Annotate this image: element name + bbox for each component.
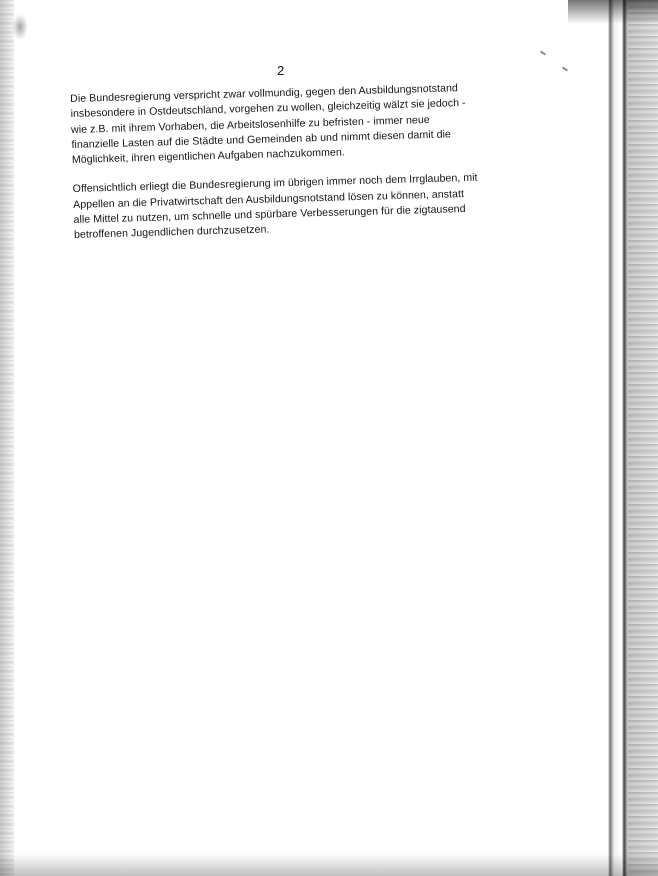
scan-edge-right-strip — [628, 0, 658, 876]
scan-edge-left — [0, 0, 14, 876]
scan-speck — [540, 50, 546, 55]
scan-speck — [562, 66, 568, 71]
body-text — [70, 80, 494, 257]
scan-corner-top-left — [12, 14, 28, 40]
scan-corner-top-right — [568, 0, 658, 24]
paragraph-2: Offensichtlich erliegt die Bundesregierung im übrigen immer noch dem Irrglauben, mit Appellen an die Privatwirtschaft den Ausbildungsnotstand lösen zu können, anstatt alle Mittel zu nutzen, um schnelle und spürbare Verbesserungen für die zigtausend betroffenen Jugendlichen durchzusetzen. — [72, 172, 478, 242]
page-number: 2 — [277, 63, 285, 78]
paragraph-1: Die Bundesregierung verspricht zwar vollmundig, gegen den Ausbildungsnotstand insbesondere in Ostdeutschland, vorgehen zu wollen, gleichzeitig wälzt sie jedoch - wie z.B. mit ihrem Vorhaben, die Arbeitslosenhilfe zu befristen - immer neue finanzielle Lasten auf die Städte und Gemeinden ab und nimmt diesen damit die Möglichkeit, ihren eigentlichen Aufgaben nachzukommen. — [70, 82, 466, 167]
scan-edge-bottom — [0, 854, 658, 876]
